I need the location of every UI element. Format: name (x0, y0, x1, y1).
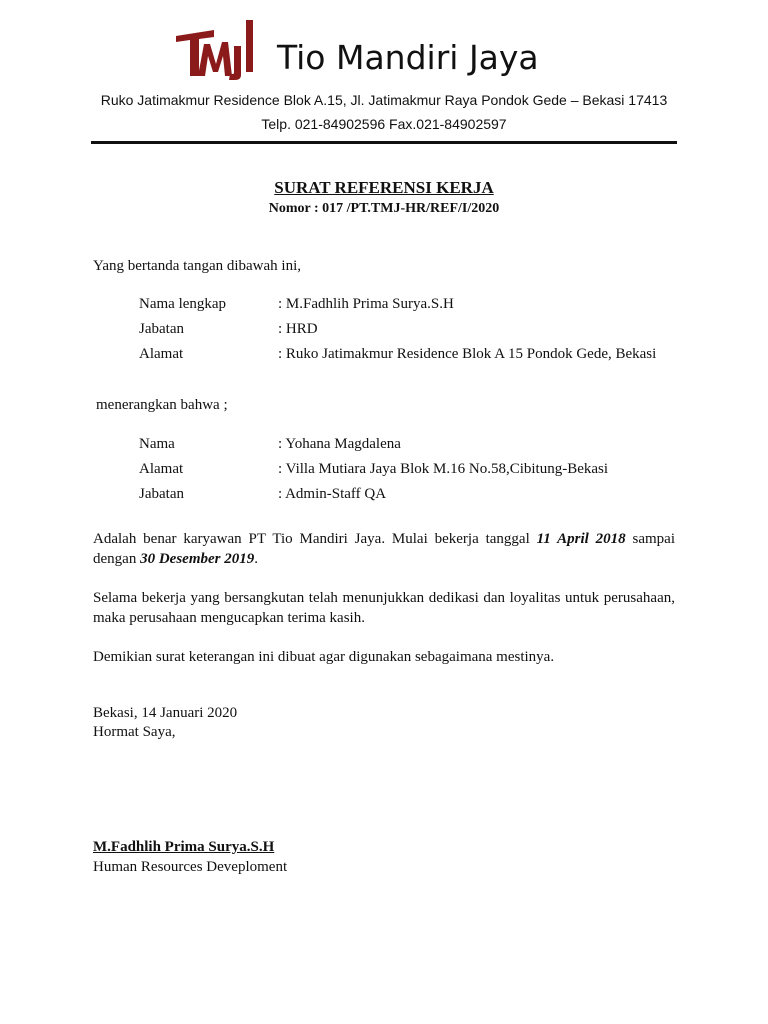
company-name: Tio Mandiri Jaya (277, 38, 539, 77)
letter-number: Nomor : 017 /PT.TMJ-HR/REF/I/2020 (268, 201, 500, 216)
employment-text-2: sampai dengan (93, 531, 675, 567)
employee-position-label: Jabatan (139, 486, 184, 502)
opening-line: Yang bertanda tangan dibawah ini, (93, 258, 302, 274)
company-phone: Telp. 021-84902596 Fax.021-84902597 (261, 116, 507, 132)
signatory-name-label: Nama lengkap (139, 296, 227, 312)
appreciation-paragraph: Selama bekerja yang bersangkutan telah menunjukkan dedikasi dan loyalitas untuk perusahaan, maka perusahaan mengucapkan terima kasih. (93, 590, 675, 626)
declares-line: menerangkan bahwa ; (96, 397, 228, 413)
company-logo (174, 20, 256, 80)
employee-position-value: : Admin-Staff QA (278, 486, 387, 502)
end-date: 30 Desember 2019 (140, 551, 255, 567)
employee-address-label: Alamat (139, 461, 184, 477)
regards: Hormat Saya, (93, 724, 176, 740)
company-address: Ruko Jatimakmur Residence Blok A.15, Jl. Jatimakmur Raya Pondok Gede – Bekasi 17413 (100, 92, 668, 108)
signatory-position-label: Jabatan (139, 321, 184, 337)
employment-statement (93, 529, 675, 569)
employee-name-label: Nama (139, 436, 175, 452)
employment-text-1: Adalah benar karyawan PT Tio Mandiri Jaya. Mulai bekerja tanggal (93, 531, 537, 547)
signer-name: M.Fadhlih Prima Surya.S.H (93, 839, 275, 855)
letter-title: SURAT REFERENSI KERJA (274, 178, 494, 197)
signer-title: Human Resources Deveploment (93, 859, 288, 875)
place-date: Bekasi, 14 Januari 2020 (93, 705, 238, 721)
signatory-name-value: : M.Fadhlih Prima Surya.S.H (278, 296, 454, 312)
signatory-position-value: : HRD (278, 321, 318, 337)
employee-address-value: : Villa Mutiara Jaya Blok M.16 No.58,Cibitung-Bekasi (278, 461, 609, 477)
header-divider (91, 141, 677, 144)
closing-paragraph: Demikian surat keterangan ini dibuat agar digunakan sebagaimana mestinya. (93, 649, 555, 665)
employee-name-value: : Yohana Magdalena (278, 436, 401, 452)
signatory-address-value: : Ruko Jatimakmur Residence Blok A 15 Pondok Gede, Bekasi (278, 346, 657, 362)
employment-text-3: . (254, 551, 258, 567)
signatory-address-label: Alamat (139, 346, 184, 362)
start-date: 11 April 2018 (536, 531, 626, 547)
